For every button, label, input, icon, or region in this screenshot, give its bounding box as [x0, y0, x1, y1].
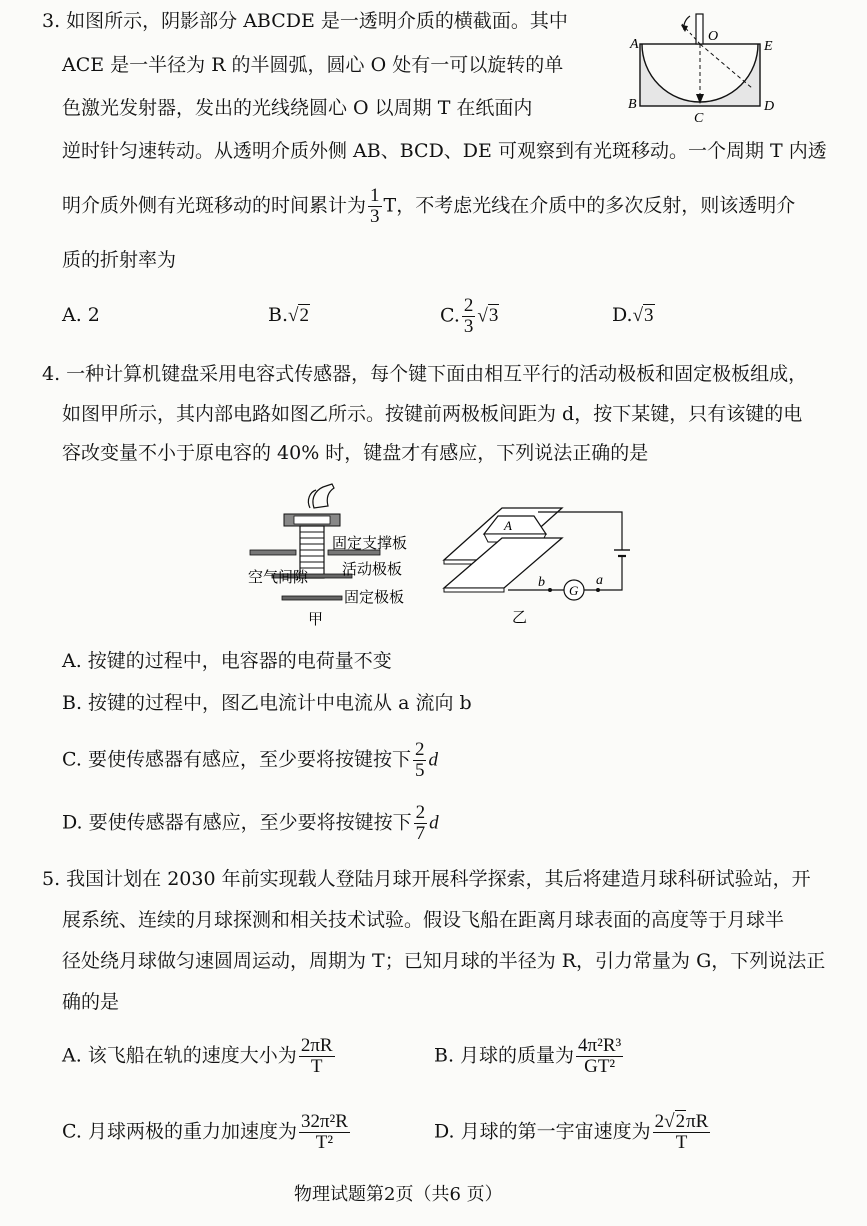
- q5-line-1: 5. 我国计划在 2030 年前实现载人登陆月球开展科学探索，其后将建造月球科研试验站，开: [42, 868, 811, 890]
- label-a: A: [630, 37, 639, 52]
- q5-option-d: D. 月球的第一宇宙速度为 $\frac{2√2\pi R}{T}$: [434, 1111, 709, 1153]
- q5-line-2: 展系统、连续的月球探测和相关技术试验。假设飞船在距离月球表面的高度等于月球半: [62, 909, 785, 931]
- page-footer: 物理试题第2页（共6 页）: [294, 1184, 503, 1205]
- q4-option-b: B. 按键的过程中，图乙电流计中电流从 a 流向 b: [62, 692, 472, 714]
- galvanometer-label: G: [569, 583, 579, 598]
- q5-option-b: B. 月球的质量为 $\frac{\text{4π²R³}}{\text{GT²}}$: [434, 1035, 622, 1077]
- q3-option-c: C. $\frac{2}{3}$ √3: [440, 295, 499, 337]
- q4-option-c: C. 要使传感器有感应，至少要将按键按下 $\frac{2}{5}$ d: [62, 739, 438, 781]
- label-fixed-plate: 固定极板: [344, 588, 405, 606]
- label-key-a: A: [504, 518, 512, 533]
- label-movable-plate: 活动极板: [342, 560, 403, 578]
- q3-line-3: 色激光发射器，发出的光线绕圆心 O 以周期 T 在纸面内: [62, 97, 533, 119]
- label-c: C: [694, 111, 704, 126]
- semicircle-medium-figure: [622, 8, 792, 126]
- label-air-gap: 空气间隙: [248, 568, 309, 586]
- label-e: E: [764, 39, 773, 54]
- label-fixed-support-board: 固定支撑板: [332, 534, 408, 552]
- q3-option-b: B.√2: [268, 304, 309, 326]
- q4-line-1: 4. 一种计算机键盘采用电容式传感器，每个键下面由相互平行的活动极板和固定极板组成，: [42, 363, 808, 385]
- q5-option-a: A. 该飞船在轨的速度大小为 $\frac{2\pi R}{T}$: [62, 1035, 333, 1077]
- keyboard-key-structure-figure: [236, 478, 436, 628]
- fraction-one-third: $\frac{1}{3}$: [370, 185, 380, 227]
- label-d: D: [764, 99, 775, 114]
- q4-option-a: A. 按键的过程中，电容器的电荷量不变: [62, 650, 392, 672]
- q5-line-4: 确的是: [62, 991, 120, 1013]
- label-point-b: b: [538, 575, 545, 590]
- q3-line-5: 明介质外侧有光斑移动的时间累计为 $\frac{1}{3}$ T，不考虑光线在介质中的多次反射，则该透明介: [62, 185, 796, 227]
- q5-line-3: 径处绕月球做匀速圆周运动，周期为 T；已知月球的半径为 R，引力常量为 G，下列说法正: [62, 950, 826, 972]
- q3-option-a: A. 2: [62, 304, 100, 326]
- label-o: O: [708, 29, 719, 44]
- q4-option-d: D. 要使传感器有感应，至少要将按键按下 $\frac{2}{7}$ d: [62, 802, 439, 844]
- capacitor-circuit-figure: [438, 488, 638, 628]
- q3-line-2: ACE 是一半径为 R 的半圆弧，圆心 O 处有一可以旋转的单: [62, 54, 564, 76]
- q5-option-c: C. 月球两极的重力加速度为 $\frac{\text{32π²R}}{\text{T²}}$: [62, 1111, 348, 1153]
- q4-line-2: 如图甲所示，其内部电路如图乙所示。按键前两极板间距为 d，按下某键，只有该键的电: [62, 403, 803, 425]
- label-point-a: a: [596, 573, 603, 588]
- q3-option-d: D.√3: [612, 304, 654, 326]
- q3-line-1: 3. 如图所示，阴影部分 ABCDE 是一透明介质的横截面。其中: [42, 10, 568, 32]
- label-b: B: [628, 97, 637, 112]
- q3-line-6: 质的折射率为: [62, 249, 177, 271]
- q3-line-4: 逆时针匀速转动。从透明介质外侧 AB、BCD、DE 可观察到有光斑移动。一个周期 T 内透: [62, 140, 827, 162]
- caption-yi: 乙: [512, 608, 528, 626]
- caption-jia: 甲: [308, 610, 324, 628]
- q4-line-3: 容改变量不小于原电容的 40% 时，键盘才有感应，下列说法正确的是: [62, 442, 649, 464]
